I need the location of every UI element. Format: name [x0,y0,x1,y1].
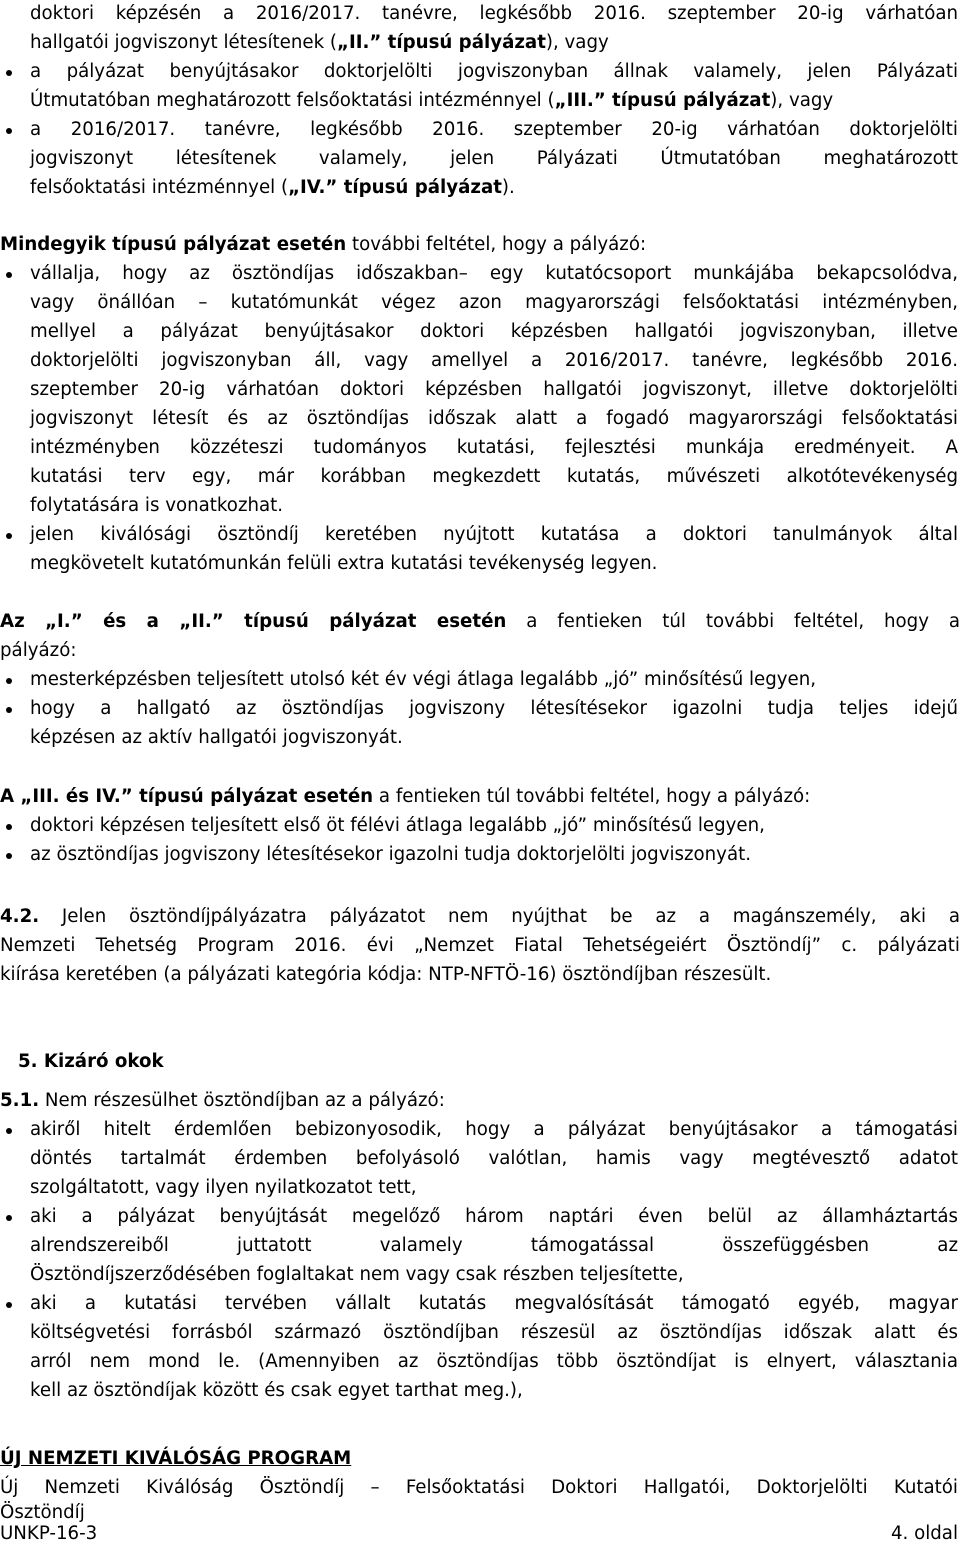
bullet-list-item-line [30,1205,958,1229]
text-segment: költségvetési forrásból származó ösztöndíjban részesül az ösztöndíjas időszak alatt és [30,1322,958,1343]
text-segment: Jelen ösztöndíjpályázatra pályázatot nem nyújthat be az a magánszemély, aki a [39,906,960,927]
bullet-list-item-line [30,843,958,867]
text-line [30,726,958,750]
bullet-list-item-line [30,262,958,286]
text-segment: felsőoktatási intézménnyel ( [30,177,289,198]
text-line [0,1089,960,1113]
footer-code-row [0,1522,960,1546]
bold-text-segment: Mindegyik típusú pályázat esetén [0,234,347,255]
text-segment: alrendszereiből juttatott valamely támogatással összefüggésben az [30,1235,958,1256]
text-line [30,465,958,489]
text-segment: vállalja, hogy az ösztöndíjas időszakban– egy kutatócsoport munkájába bekapcsolódva, [30,263,958,284]
text-line [30,552,958,576]
text-segment: folytatására is vonatkozhat. [30,495,284,516]
text-line [30,147,958,171]
text-segment: a fentieken túl további feltétel, hogy a [506,611,960,632]
text-segment: szolgáltatott, vagy ilyen nyilatkozatot tett, [30,1177,417,1198]
bullet-list-item-line [30,668,958,692]
text-line [30,349,958,373]
text-segment: döntés tartalmát érdemben befolyásoló valótlan, hamis vagy megtévesztő adatot [30,1148,958,1169]
program-title-text: ÚJ NEMZETI KIVÁLÓSÁG PROGRAM [0,1448,352,1469]
bullet-list-item-line [30,1118,958,1142]
bold-text-segment: „III.” típusú pályázat [554,90,771,111]
bold-text-segment: A „III. és IV.” típusú pályázat esetén [0,786,374,807]
page-number: 4. oldal [890,1523,958,1544]
footer-subtitle-line1: Új Nemzeti Kiválóság Ösztöndíj – Felsőoktatási Doktori Hallgatói, Doktorjelölti Kutatói [0,1477,958,1498]
text-line [30,1379,958,1403]
text-line [30,1147,958,1171]
text-segment: akiről hitelt érdemlően bebizonyosodik, hogy a pályázat benyújtásakor a támogatási [30,1119,958,1140]
text-segment: Nem részesülhet ösztöndíjban az a pályázó: [39,1090,445,1111]
text-segment: kiírása keretében (a pályázati kategória kódja: NTP-NFTÖ-16) ösztöndíjban részesült. [0,964,772,985]
text-segment: aki a pályázat benyújtását megelőző három naptári éven belül az államháztartás [30,1206,958,1227]
text-line [18,1050,958,1074]
text-line [30,407,958,431]
bullet-list-item-line [30,1292,958,1316]
text-line [30,176,958,200]
text-line [30,1176,958,1200]
bold-text-segment: Az „I.” és a „II.” típusú pályázat esetén [0,611,507,632]
text-segment: ). [501,177,515,198]
text-segment: jogviszonyt létesít és az ösztöndíjas időszak alatt a fogadó magyarországi felsőoktatási [30,408,958,429]
text-segment: további feltétel, hogy a pályázó: [346,234,647,255]
bold-text-segment: „IV.” típusú pályázat [288,177,502,198]
text-segment: intézményben közzéteszi tudományos kutatási, fejlesztési munkája eredményeit. A [30,437,958,458]
text-segment: doktorjelölti jogviszonyban áll, vagy amellyel a 2016/2017. tanévre, legkésőbb 2016. [30,350,958,371]
text-line [0,233,960,257]
document-code: UNKP-16-3 [0,1523,98,1544]
text-line [0,934,960,958]
text-segment: pályázó: [0,640,77,661]
text-segment: vagy önállóan – kutatómunkát végez azon magyarországi felsőoktatási intézményben, [30,292,958,313]
text-line [30,89,958,113]
text-segment: jogviszonyt létesítenek valamely, jelen Pályázati Útmutatóban meghatározott [30,148,958,169]
text-line [0,963,960,987]
text-segment: kell az ösztöndíjak között és csak egyet tarthat meg.), [30,1380,523,1401]
bullet-list-item-line [30,697,958,721]
bullet-list-item-line [30,523,958,547]
text-segment: mesterképzésben teljesített utolsó két év végi átlaga legalább „jó” minősítésű legyen, [30,669,817,690]
text-segment: képzésen az aktív hallgatói jogviszonyát. [30,727,403,748]
text-segment: a 2016/2017. tanévre, legkésőbb 2016. szeptember 20-ig várhatóan doktorjelölti [30,119,958,140]
bullet-list-item-line [30,60,958,84]
text-line [30,494,958,518]
text-segment: arról nem mond le. (Amennyiben az ösztöndíjas több ösztöndíjat is elnyert, választania [30,1351,958,1372]
text-segment: a pályázat benyújtásakor doktorjelölti jogviszonyban állnak valamely, jelen Pályázati [30,61,958,82]
text-line [0,785,960,809]
text-segment: doktori képzésén a 2016/2017. tanévre, legkésőbb 2016. szeptember 20-ig várhatóan [30,3,958,24]
text-segment: jelen kiválósági ösztöndíj keretében nyújtott kutatása a doktori tanulmányok által [30,524,958,545]
text-segment: a fentieken túl további feltétel, hogy a pályázó: [373,786,811,807]
text-line [30,1321,958,1345]
text-line [30,31,958,55]
text-segment: ), vagy [545,32,609,53]
text-segment: mellyel a pályázat benyújtásakor doktori képzésben hallgatói jogviszonyban, illetve [30,321,958,342]
text-line [0,610,960,634]
text-line [30,2,958,26]
bold-text-segment: „II.” típusú pályázat [337,32,546,53]
text-line [30,1350,958,1374]
text-line [30,320,958,344]
text-segment: doktori képzésen teljesített első öt félévi átlaga legalább „jó” minősítésű legyen, [30,815,765,836]
bold-text-segment: 5. Kizáró okok [18,1051,164,1072]
text-segment: megkövetelt kutatómunkán felüli extra kutatási tevékenység legyen. [30,553,658,574]
text-line [30,436,958,460]
text-segment: Útmutatóban meghatározott felsőoktatási intézménnyel ( [30,90,555,111]
text-line [30,378,958,402]
text-line [30,1263,958,1287]
text-segment: Ösztöndíjszerződésében foglaltakat nem vagy csak részben teljesítette, [30,1264,684,1285]
text-segment: szeptember 20-ig várhatóan doktori képzésben hallgatói jogviszonyt, illetve doktorjelölti [30,379,958,400]
bullet-list-item-line [30,814,958,838]
text-segment: ), vagy [770,90,834,111]
bold-text-segment: 4.2. [0,906,40,927]
text-line [0,905,960,929]
text-segment: hallgatói jogviszonyt létesítenek ( [30,32,337,53]
bullet-list-item-line [30,118,958,142]
footer-subtitle-line2: Ösztöndíj [0,1502,85,1523]
text-line [30,1234,958,1258]
text-segment: az ösztöndíjas jogviszony létesítésekor igazolni tudja doktorjelölti jogviszonyát. [30,844,752,865]
text-line [0,639,960,663]
footer-program-title [0,1447,960,1471]
text-segment: kutatási terv egy, már korábban megkezdett kutatás, művészeti alkotótevékenység [30,466,958,487]
text-line [30,291,958,315]
bold-text-segment: 5.1. [0,1090,40,1111]
text-segment: aki a kutatási tervében vállalt kutatás megvalósítását támogató egyéb, magyar [30,1293,958,1314]
text-segment: Nemzeti Tehetség Program 2016. évi „Nemzet Fiatal Tehetségeiért Ösztöndíj” c. pályázati [0,935,960,956]
text-segment: hogy a hallgató az ösztöndíjas jogviszony létesítésekor igazolni tudja teljes idejű [30,698,958,719]
